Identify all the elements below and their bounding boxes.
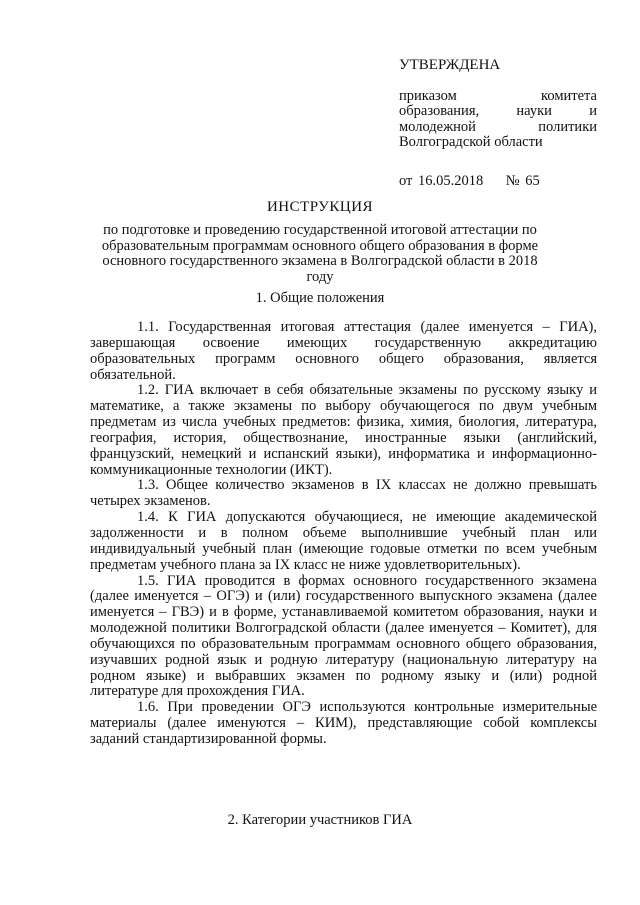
paragraph-1-6: 1.6. При проведении ОГЭ используются контрольные измерительные материалы (далее именуются – КИМ), представляющие собой комплексы заданий стандартизированной формы.: [90, 699, 597, 747]
paragraph-1-4: 1.4. К ГИА допускаются обучающиеся, не имеющие академической задолженности и в полном объеме выполнившие учебный план или индивидуальный учебный план (имеющие годовые отметки по всем учебным предметам учебного плана за IX класс не ниже удовлетворительных).: [90, 509, 597, 573]
approval-stamp: [399, 58, 597, 189]
paragraph-1-5: 1.5. ГИА проводится в формах основного государственного экзамена (далее именуется – ОГЭ) и (или) государственного выпускного экзамена (далее именуется – ГВЭ) и в форме, устанавливаемой комитетом образования, науки и молодежной политики Волгоградской области (далее именуется – Комитет), для обучающихся по образовательным программам основного общего образования, изучавших родной язык и родную литературу (национальную литературу на родном языке) и выбравших экзамен по родному языку и (или) родной литературе для прохождения ГИА.: [90, 572, 597, 700]
paragraph-1-2: 1.2. ГИА включает в себя обязательные экзамены по русскому языку и математике, а также экзамены по выбору обучающегося по двум учебным предметам из числа учебных предметов: физика, химия, биология, литература, география, история, обществознание, иностранные языки (английский, французский, немецкий и испанский языки), информатика и информационно-коммуникационные технологии (ИКТ).: [90, 382, 597, 478]
document-title: ИНСТРУКЦИЯ: [266, 199, 374, 215]
paragraph-1-1: 1.1. Государственная итоговая аттестация (далее именуется – ГИА), завершающая освоение имеющих государственную аккредитацию образовательных программ основного общего образования, является обязательной.: [90, 319, 597, 383]
section-heading-participants: 2. Категории участников ГИА: [227, 812, 413, 828]
section-body-general: [90, 320, 597, 748]
paragraph-1-3: 1.3. Общее количество экзаменов в IX классах не должно превышать четырех экзаменов.: [90, 477, 597, 510]
section-heading-general: 1. Общие положения: [255, 290, 385, 306]
approval-title: УТВЕРЖДЕНА: [399, 57, 501, 73]
approval-date: от 16.05.2018 № 65: [399, 172, 540, 189]
document-subtitle: по подготовке и проведению государственной итоговой аттестации по образовательным программам основного общего образования в форме основного государственного экзамена в Волгоградской области в 2018 году: [101, 222, 539, 285]
approval-text: приказом комитета образования, науки и молодежной политики Волгоградской области: [399, 87, 597, 150]
